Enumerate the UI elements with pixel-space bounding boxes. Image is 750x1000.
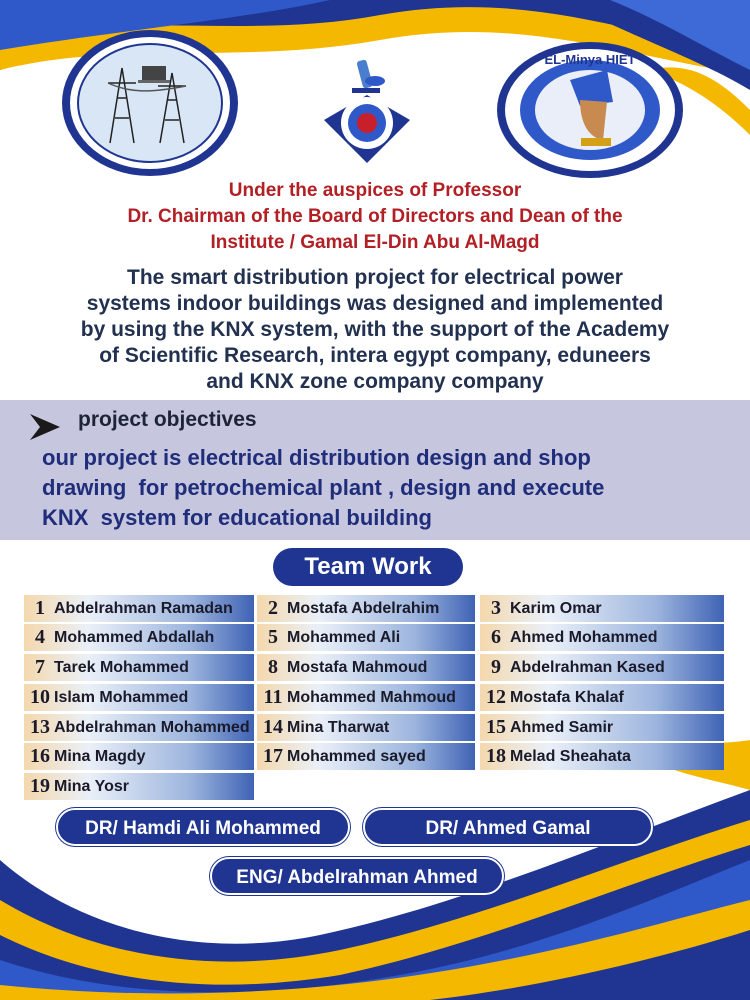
team-member-11 <box>257 684 475 711</box>
supervisor-1: DR/ Hamdi Ali Mohammed <box>56 808 350 846</box>
member-number: 1 <box>35 597 45 619</box>
member-number: 13 <box>30 716 50 738</box>
team-member-4 <box>24 624 254 651</box>
team-member-19 <box>24 773 254 800</box>
member-name: Mostafa Mahmoud <box>287 658 428 676</box>
auspices-line-2: Dr. Chairman of the Board of Directors and Dean of the <box>127 206 623 227</box>
supervisor-2: DR/ Ahmed Gamal <box>363 808 653 846</box>
team-member-1 <box>24 595 254 622</box>
project-line-1: The smart distribution project for electrical power <box>127 266 623 289</box>
supervisor-3: ENG/ Abdelrahman Ahmed <box>210 857 504 895</box>
member-name: Mohammed Ali <box>287 628 401 646</box>
team-member-13 <box>24 714 254 741</box>
project-line-3: by using the KNX system, with the support of the Academy <box>80 318 670 341</box>
member-number: 18 <box>486 745 506 767</box>
member-name: Tarek Mohammed <box>54 658 189 676</box>
team-member-2 <box>257 595 475 622</box>
member-name: Mina Magdy <box>54 747 146 765</box>
team-member-17 <box>257 743 475 770</box>
member-name: Mohammed Mahmoud <box>287 688 456 706</box>
team-member-5 <box>257 624 475 651</box>
objectives-line-3: KNX system for educational building <box>42 505 432 530</box>
team-work-title: Team Work <box>273 548 463 586</box>
team-member-15 <box>480 714 724 741</box>
department-logo <box>60 28 240 178</box>
member-name: Islam Mohammed <box>54 688 189 706</box>
member-number: 16 <box>30 745 50 767</box>
member-name: Abdelrahman Ramadan <box>54 599 233 617</box>
member-number: 4 <box>35 626 45 648</box>
member-number: 6 <box>491 626 501 648</box>
svg-text:EL-Minya HIET: EL-Minya HIET <box>544 52 636 67</box>
team-member-9 <box>480 654 724 681</box>
microscope-icon <box>352 59 385 93</box>
member-number: 15 <box>486 716 506 738</box>
team-member-7 <box>24 654 254 681</box>
objectives-line-1: our project is electrical distribution design and shop <box>42 445 591 470</box>
team-member-8 <box>257 654 475 681</box>
hiet-logo <box>495 40 685 180</box>
project-description <box>0 265 750 395</box>
member-name: Abdelrahman Kased <box>510 658 665 676</box>
member-name: Mohammed Abdallah <box>54 628 215 646</box>
auspices-line-1: Under the auspices of Professor <box>228 180 522 201</box>
project-line-4: of Scientific Research, intera egypt company, eduneers <box>99 344 651 367</box>
project-line-5: and KNX zone company company <box>206 370 544 393</box>
member-number: 8 <box>268 656 278 678</box>
member-name: Mohammed sayed <box>287 747 426 765</box>
member-number: 14 <box>263 716 283 738</box>
member-number: 10 <box>30 686 50 708</box>
team-member-18 <box>480 743 724 770</box>
member-name: Melad Sheahata <box>510 747 631 765</box>
arrow-right-icon <box>28 412 62 442</box>
member-number: 5 <box>268 626 278 648</box>
member-name: Ahmed Samir <box>510 718 614 736</box>
objectives-line-2: drawing for petrochemical plant , design and execute <box>42 475 605 500</box>
team-member-6 <box>480 624 724 651</box>
laptop-icon <box>142 66 166 80</box>
member-name: Mina Yosr <box>54 777 129 795</box>
member-number: 19 <box>30 775 50 797</box>
member-name: Ahmed Mohammed <box>510 628 658 646</box>
auspices-block <box>0 178 750 256</box>
member-name: Mostafa Khalaf <box>510 688 624 706</box>
team-member-12 <box>480 684 724 711</box>
member-name: Mostafa Abdelrahim <box>287 599 440 617</box>
member-number: 9 <box>491 656 501 678</box>
auspices-line-3: Institute / Gamal El-Din Abu Al-Magd <box>210 232 540 253</box>
member-number: 2 <box>268 597 278 619</box>
team-member-3 <box>480 595 724 622</box>
member-number: 3 <box>491 597 501 619</box>
member-number: 17 <box>263 745 283 767</box>
objectives-title: project objectives <box>78 408 257 431</box>
member-name: Abdelrahman Mohammed <box>54 718 250 736</box>
institute-emblem <box>320 55 414 165</box>
team-member-10 <box>24 684 254 711</box>
member-name: Mina Tharwat <box>287 718 390 736</box>
member-number: 7 <box>35 656 45 678</box>
member-name: Karim Omar <box>510 599 602 617</box>
project-line-2: systems indoor buildings was designed and implemented <box>86 292 664 315</box>
member-number: 11 <box>263 686 283 708</box>
team-member-16 <box>24 743 254 770</box>
team-member-14 <box>257 714 475 741</box>
objectives-text <box>42 443 742 533</box>
member-number: 12 <box>486 686 506 708</box>
